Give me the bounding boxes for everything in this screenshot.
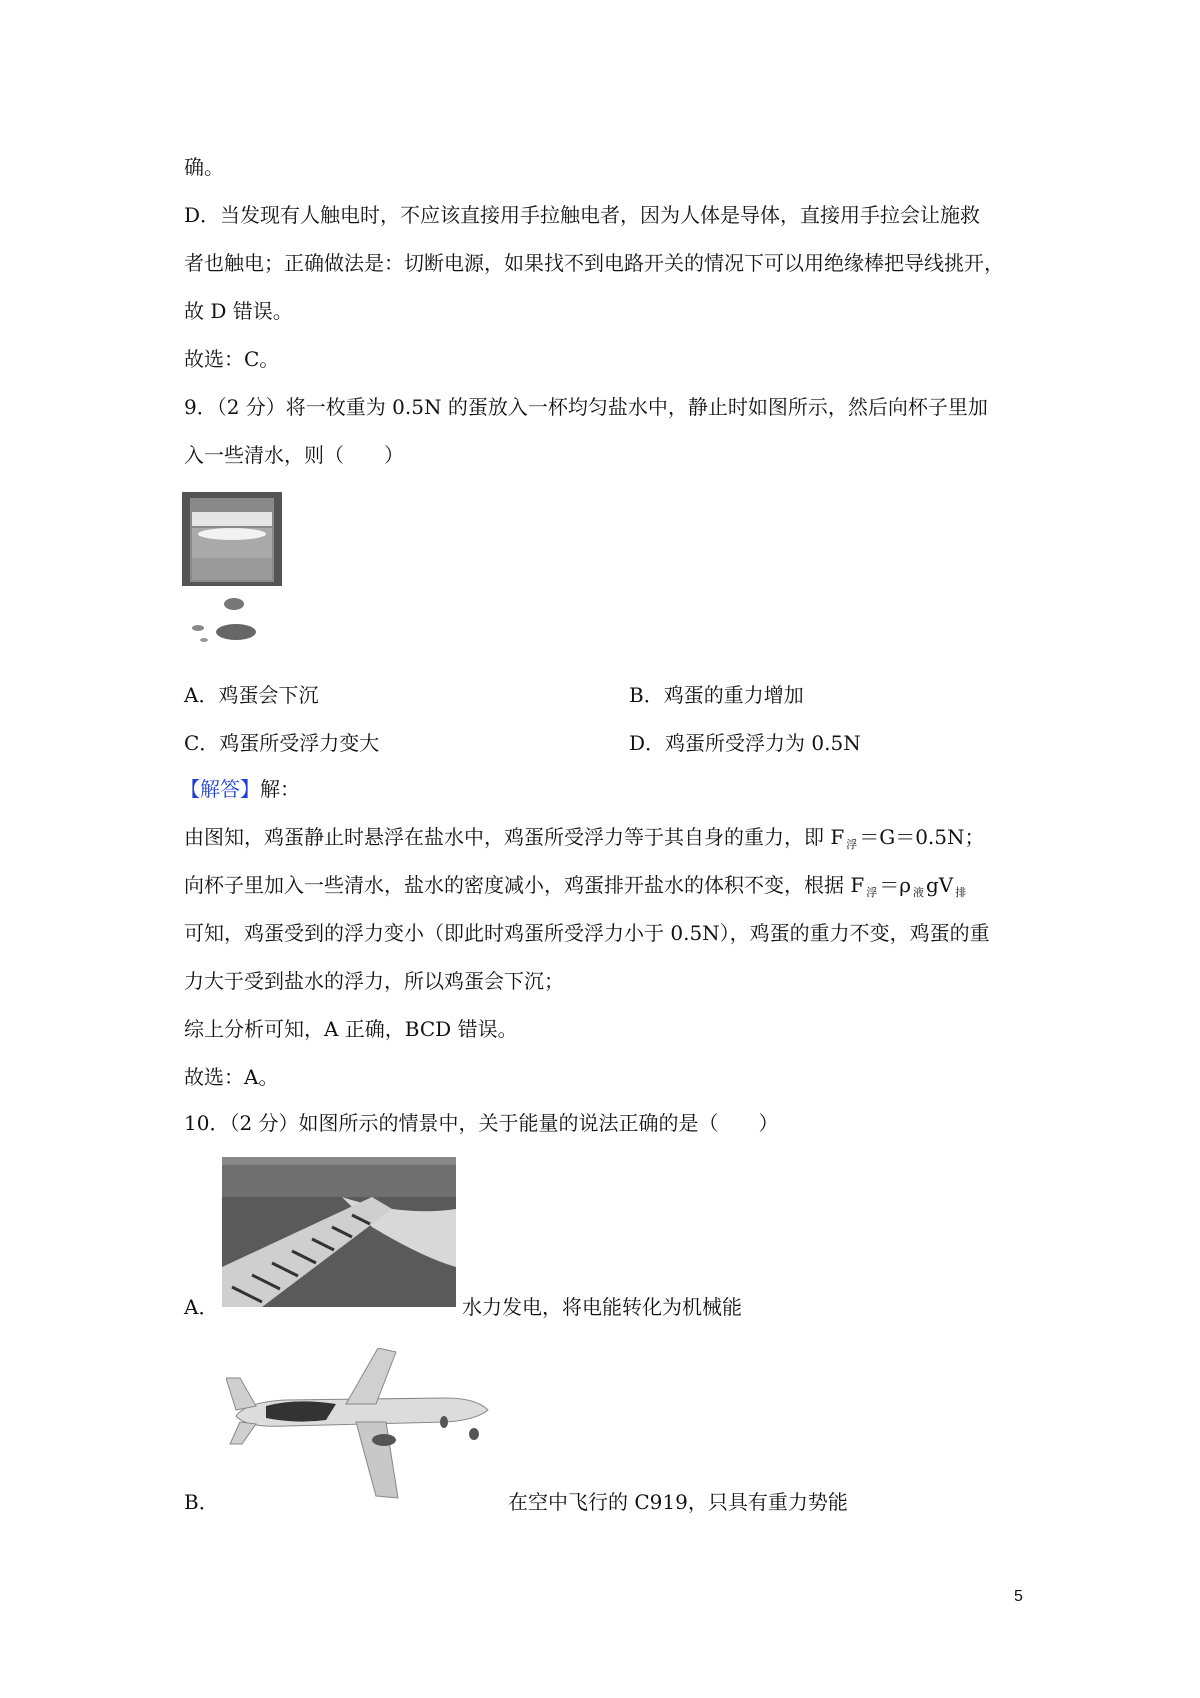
- subscript: 液: [913, 886, 924, 899]
- option-c: C．鸡蛋所受浮力变大: [184, 731, 380, 755]
- text-line-5: 故选：C。: [184, 347, 280, 371]
- solution-line-1: [184, 823, 985, 859]
- question-9-stem-2: 入一些清水，则（ ）: [184, 443, 404, 467]
- page-number: 5: [1014, 1588, 1023, 1605]
- question-10-stem: 10．（2 分）如图所示的情景中，关于能量的说法正确的是（ ）: [184, 1111, 779, 1135]
- text-line-3: 者也触电；正确做法是：切断电源，如果找不到电路开关的情况下可以用绝缘棒把导线挑开，: [184, 251, 1004, 275]
- q10-option-b-label: B．: [184, 1490, 219, 1514]
- subscript: 浮: [846, 838, 858, 851]
- subscript: 排: [955, 886, 967, 899]
- solution-line-2: [184, 871, 968, 907]
- solution-text: ＝ρ: [879, 873, 911, 897]
- answer-label: 【解答】: [180, 777, 260, 801]
- option-b: B．鸡蛋的重力增加: [629, 683, 804, 707]
- solution-text: gV: [926, 873, 954, 897]
- solution-line-4: 力大于受到盐水的浮力，所以鸡蛋会下沉；: [184, 969, 564, 993]
- salt-water-egg-image: [182, 492, 282, 652]
- answer-heading: [180, 775, 300, 803]
- question-9-stem-1: 9．（2 分）将一枚重为 0.5N 的蛋放入一杯均匀盐水中，静止时如图所示，然后向杯子里加: [184, 395, 988, 419]
- solution-text: ＝G＝0.5N；: [859, 825, 985, 849]
- option-d: D．鸡蛋所受浮力为 0.5N: [629, 731, 861, 755]
- solution-line-6: 故选：A。: [184, 1065, 279, 1089]
- text-line-2: D．当发现有人触电时，不应该直接用手拉触电者，因为人体是导体，直接用手拉会让施救: [184, 203, 981, 227]
- q10-option-a-text: 水力发电，将电能转化为机械能: [462, 1295, 742, 1319]
- text-line-1: 确。: [184, 155, 224, 179]
- answer-suffix: 解：: [260, 777, 300, 801]
- option-a: A．鸡蛋会下沉: [184, 683, 319, 707]
- solution-text: 向杯子里加入一些清水，盐水的密度减小，鸡蛋排开盐水的体积不变，根据 F: [184, 873, 865, 897]
- solution-line-3: 可知，鸡蛋受到的浮力变小（即此时鸡蛋所受浮力小于 0.5N），鸡蛋的重力不变，鸡蛋的重: [184, 921, 990, 945]
- q10-option-a-label: A．: [184, 1295, 219, 1319]
- hydropower-dam-image: [222, 1157, 456, 1307]
- subscript: 浮: [866, 886, 878, 899]
- q10-option-b-text: 在空中飞行的 C919，只具有重力势能: [508, 1490, 848, 1514]
- text-line-4: 故 D 错误。: [184, 299, 293, 323]
- solution-line-5: 综上分析可知，A 正确，BCD 错误。: [184, 1017, 518, 1041]
- airplane-c919-image: [226, 1348, 496, 1500]
- solution-text: 由图知，鸡蛋静止时悬浮在盐水中，鸡蛋所受浮力等于其自身的重力，即 F: [184, 825, 845, 849]
